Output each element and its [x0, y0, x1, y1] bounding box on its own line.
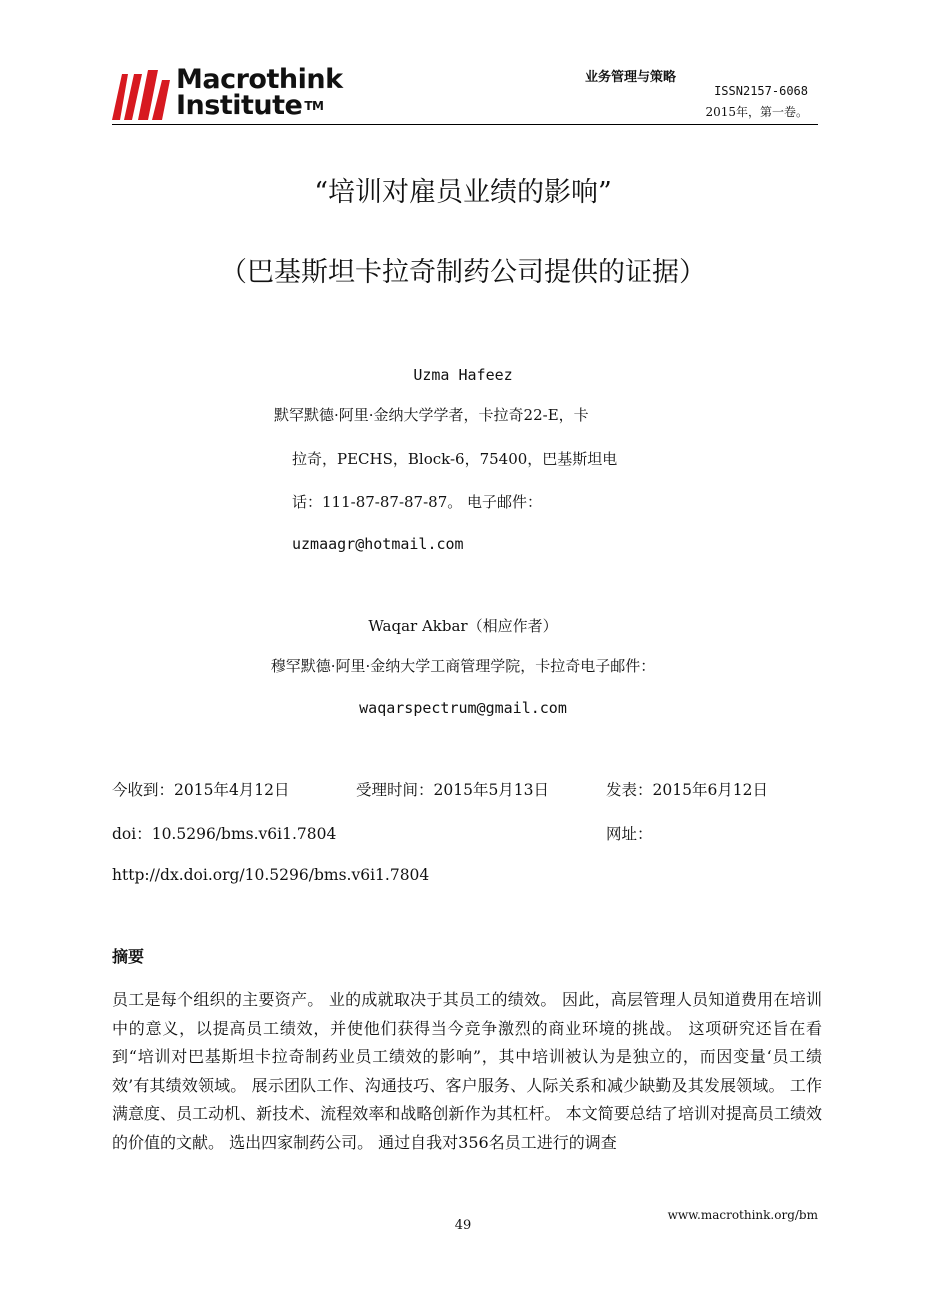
paper-subtitle: （巴基斯坦卡拉奇制药公司提供的证据） [220, 257, 706, 288]
issn: ISSN2157-6068 [714, 84, 808, 98]
logo-text-macrothink: Macrothink [176, 64, 343, 95]
doi-url[interactable]: http://dx.doi.org/10.5296/bms.v6i1.7804 [112, 866, 430, 884]
author1-affiliation-line3: 话：111-87-87-87-87。 电子邮件： [292, 493, 543, 511]
logo-trademark: TM [304, 99, 324, 113]
journal-name: 业务管理与策略 [584, 70, 676, 85]
author2-name: Waqar Akbar（相应作者） [368, 617, 558, 635]
logo-text-institute: Institute ™ [176, 90, 324, 121]
author2-email[interactable]: waqarspectrum@gmail.com [359, 699, 567, 717]
author1-email[interactable]: uzmaagr@hotmail.com [292, 535, 464, 553]
paper-title: “培训对雇员业绩的影响” [314, 177, 612, 208]
abstract-text: 员工是每个组织的主要资产。 业的成就取决于其员工的绩效。 因此，高层管理人员知道费用在培训中的意义，以提高员工绩效，并使他们获得当今竞争激烈的商业环境的挑战。 这项研究还旨在看到“培训对巴基斯坦卡拉奇制药业员工绩效的影响”，其中培训被认为是独立的，而因变量‘员工绩效’有其绩效领域。 展示团队工作、沟通技巧、客户服务、人际关系和减少缺勤及其发展领域。 工作满意度、员工动机、新技术、流程效率和战略创新作为其杠杆。 本文简要总结了培训对提高员工绩效的价值的文献。 选出四家制药公司。 通过自我对356名员工进行的调查 [112, 990, 822, 1152]
author1-name: Uzma Hafeez [413, 366, 513, 384]
volume-info: 2015年，第一卷。 [705, 105, 808, 119]
url-label: 网址： [606, 825, 653, 843]
macrothink-logo-mark [112, 66, 172, 122]
journal-website[interactable]: www.macrothink.org/bm [667, 1208, 818, 1222]
accepted-date: 受理时间：2015年5月13日 [356, 781, 550, 799]
received-date: 今收到：2015年4月12日 [112, 781, 290, 799]
author1-affiliation-line2: 拉奇，PECHS，Block-6，75400，巴基斯坦电 [292, 450, 618, 468]
author1-affiliation-line1: 默罕默德·阿里·金纳大学学者，卡拉奇22-E，卡 [274, 406, 589, 424]
published-date: 发表：2015年6月12日 [606, 781, 769, 799]
page-number: 49 [454, 1218, 472, 1233]
author2-affiliation: 穆罕默德·阿里·金纳大学工商管理学院，卡拉奇电子邮件： [270, 657, 656, 675]
header-rule [112, 124, 818, 125]
abstract-heading: 摘要 [112, 947, 145, 966]
doi: doi：10.5296/bms.v6i1.7804 [112, 825, 337, 843]
